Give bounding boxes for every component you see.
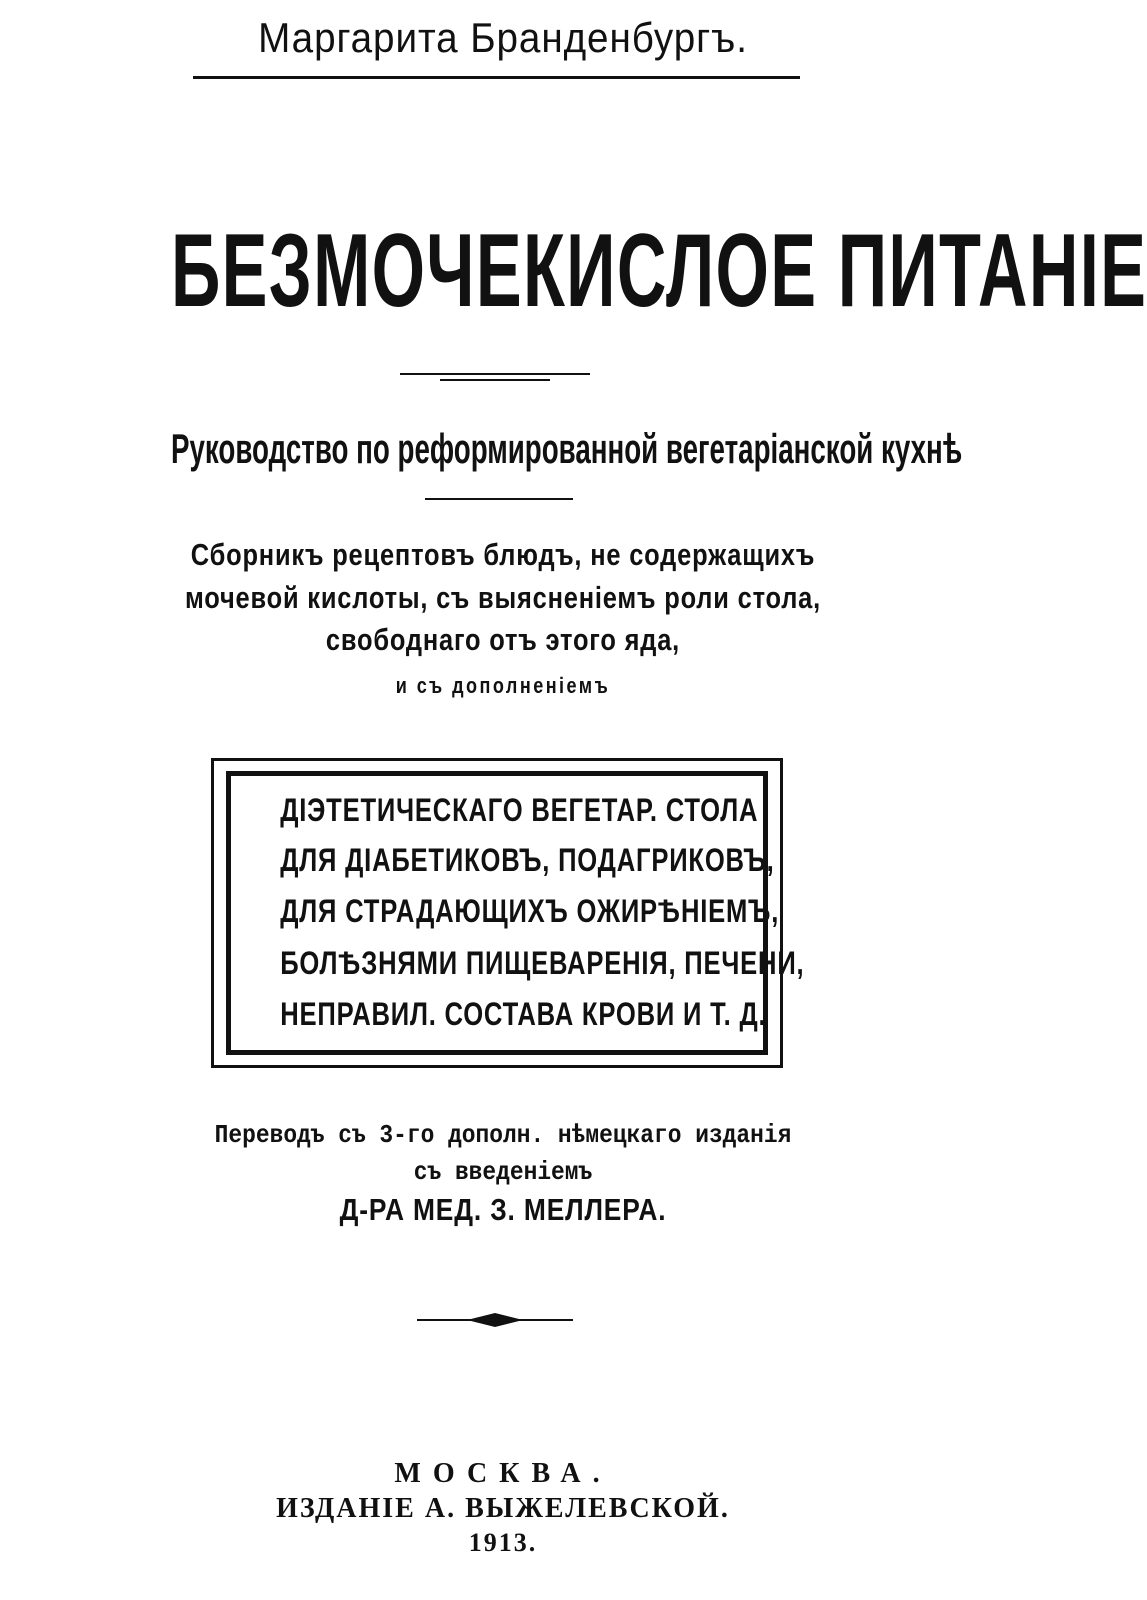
decorative-ornament <box>415 1308 575 1332</box>
boxed-line-3: ДЛЯ СТРАДАЮЩИХЪ ОЖИРѢНІЕМЪ, <box>280 893 780 929</box>
boxed-line-2: ДЛЯ ДІАБЕТИКОВЪ, ПОДАГРИКОВЪ, <box>280 842 775 878</box>
author-underline <box>193 76 800 79</box>
boxed-line-5: НЕПРАВИЛ. СОСТАВА КРОВИ И Т. Д. <box>280 996 767 1032</box>
introducer-name: Д-РА МЕД. З. МЕЛЛЕРА. <box>339 1192 667 1227</box>
translation-line-1: Переводъ съ 3-го дополн. нѣмецкаго изданія <box>214 1120 792 1150</box>
boxed-line-1: ДІЭТЕТИЧЕСКАГО ВЕГЕТАР. СТОЛА <box>280 792 759 828</box>
imprint-year: 1913. <box>468 1528 538 1557</box>
book-title: БЕЗМОЧЕКИСЛОЕ ПИТАНІЕ <box>171 213 1147 329</box>
description-line-2: мочевой кислоты, съ выясненіемъ роли стола, <box>184 580 822 615</box>
description-addition: и съ дополненіемъ <box>395 673 611 698</box>
description-line-1: Сборникъ рецептовъ блюдъ, не содержащихъ <box>190 537 816 572</box>
description-line-3: свободнаго отъ этого яда, <box>325 622 681 657</box>
imprint-city: МОСКВА. <box>394 1458 612 1489</box>
author-name: Маргарита Бранденбургъ. <box>258 14 748 61</box>
boxed-line-4: БОЛѢЗНЯМИ ПИЩЕВАРЕНІЯ, ПЕЧЕНИ, <box>280 945 805 981</box>
book-subtitle: Руководство по реформированной вегетаріанской кухнѣ <box>171 425 963 472</box>
translation-line-2: съ введеніемъ <box>413 1157 593 1187</box>
imprint-publisher: ИЗДАНІЕ А. ВЫЖЕЛЕВСКОЙ. <box>276 1493 730 1524</box>
subtitle-rule <box>425 498 573 500</box>
